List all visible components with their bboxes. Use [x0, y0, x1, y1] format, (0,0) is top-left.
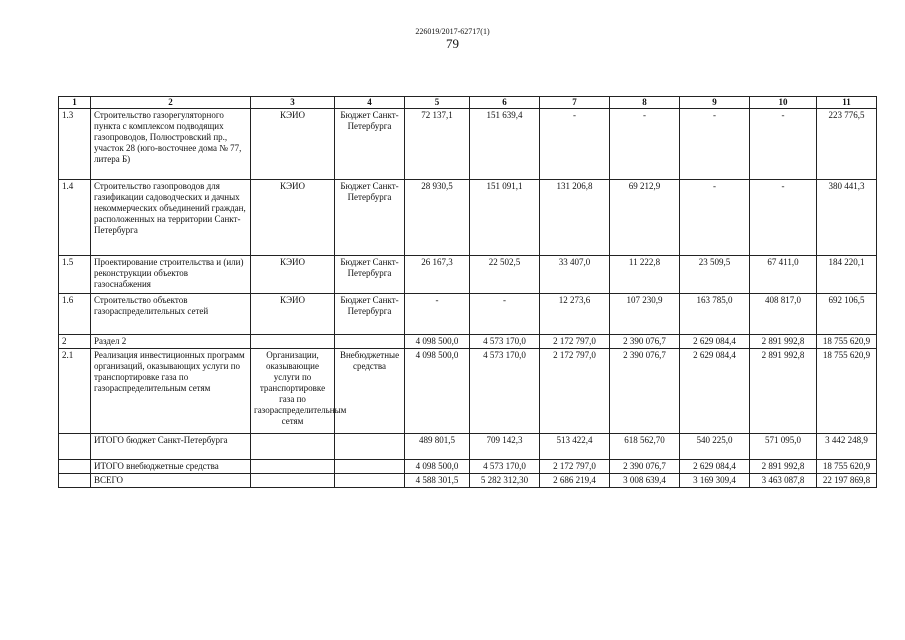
financing-table — [58, 96, 877, 488]
row-value-6: 5 282 312,30 — [470, 474, 540, 488]
row-value-11: 223 776,5 — [817, 109, 877, 180]
row-executor — [251, 460, 335, 474]
row-value-9: 2 629 084,4 — [680, 349, 750, 434]
row-value-11: 22 197 869,8 — [817, 474, 877, 488]
row-value-7: 2 172 797,0 — [540, 460, 610, 474]
row-number: 1.5 — [59, 256, 91, 294]
row-value-5: 489 801,5 — [405, 434, 470, 460]
table-row — [59, 294, 877, 335]
row-value-9: 2 629 084,4 — [680, 335, 750, 349]
row-value-8: 3 008 639,4 — [610, 474, 680, 488]
row-value-9: 540 225,0 — [680, 434, 750, 460]
column-header: 11 — [817, 97, 877, 109]
row-value-8: 2 390 076,7 — [610, 335, 680, 349]
row-value-5: 4 098 500,0 — [405, 349, 470, 434]
row-value-9: 163 785,0 — [680, 294, 750, 335]
row-title: ВСЕГО — [91, 474, 251, 488]
row-value-6: 4 573 170,0 — [470, 460, 540, 474]
row-value-7: 12 273,6 — [540, 294, 610, 335]
row-value-10: - — [750, 180, 817, 256]
row-value-7: - — [540, 109, 610, 180]
page-number: 79 — [446, 36, 459, 51]
row-value-11: 380 441,3 — [817, 180, 877, 256]
row-value-8: 618 562,70 — [610, 434, 680, 460]
row-executor: КЭИО — [251, 256, 335, 294]
table-row — [59, 460, 877, 474]
row-value-10: 2 891 992,8 — [750, 335, 817, 349]
row-source: Бюджет Санкт-Петербурга — [335, 256, 405, 294]
row-value-9: - — [680, 180, 750, 256]
row-title: Проектирование строительства и (или) реконструкции объектов газоснабжения — [91, 256, 251, 294]
row-title: ИТОГО внебюджетные средства — [91, 460, 251, 474]
row-value-6: 151 639,4 — [470, 109, 540, 180]
row-value-5: 26 167,3 — [405, 256, 470, 294]
row-value-10: 2 891 992,8 — [750, 349, 817, 434]
row-source: Бюджет Санкт-Петербурга — [335, 109, 405, 180]
document-number: 226019/2017-62717(1) — [415, 27, 490, 36]
column-header: 4 — [335, 97, 405, 109]
row-executor: Организации, оказывающие услуги по транспортировке газа по газораспределительным сетям — [251, 349, 335, 434]
row-value-6: 4 573 170,0 — [470, 349, 540, 434]
table-row — [59, 335, 877, 349]
row-value-7: 2 172 797,0 — [540, 335, 610, 349]
column-header: 8 — [610, 97, 680, 109]
row-number — [59, 474, 91, 488]
row-value-10: 67 411,0 — [750, 256, 817, 294]
column-header: 1 — [59, 97, 91, 109]
row-number: 1.4 — [59, 180, 91, 256]
row-value-9: 23 509,5 — [680, 256, 750, 294]
column-header: 6 — [470, 97, 540, 109]
table-header-row — [59, 97, 877, 109]
row-value-10: 408 817,0 — [750, 294, 817, 335]
row-value-11: 18 755 620,9 — [817, 349, 877, 434]
row-value-8: 11 222,8 — [610, 256, 680, 294]
table-row — [59, 256, 877, 294]
row-number — [59, 460, 91, 474]
row-value-5: 4 588 301,5 — [405, 474, 470, 488]
column-header: 7 — [540, 97, 610, 109]
row-value-7: 33 407,0 — [540, 256, 610, 294]
row-value-8: 2 390 076,7 — [610, 349, 680, 434]
row-value-11: 18 755 620,9 — [817, 460, 877, 474]
row-value-7: 131 206,8 — [540, 180, 610, 256]
table-row — [59, 349, 877, 434]
row-value-10: - — [750, 109, 817, 180]
row-executor: КЭИО — [251, 109, 335, 180]
row-value-8: 69 212,9 — [610, 180, 680, 256]
table-row — [59, 180, 877, 256]
row-value-5: 72 137,1 — [405, 109, 470, 180]
row-value-7: 2 686 219,4 — [540, 474, 610, 488]
row-value-9: - — [680, 109, 750, 180]
column-header: 3 — [251, 97, 335, 109]
row-executor — [251, 335, 335, 349]
row-value-6: 4 573 170,0 — [470, 335, 540, 349]
row-executor: КЭИО — [251, 180, 335, 256]
row-value-11: 3 442 248,9 — [817, 434, 877, 460]
column-header: 5 — [405, 97, 470, 109]
row-title: ИТОГО бюджет Санкт-Петербурга — [91, 434, 251, 460]
row-value-5: 4 098 500,0 — [405, 460, 470, 474]
row-value-9: 2 629 084,4 — [680, 460, 750, 474]
row-value-11: 18 755 620,9 — [817, 335, 877, 349]
row-title: Строительство объектов газораспределительных сетей — [91, 294, 251, 335]
column-header: 9 — [680, 97, 750, 109]
row-value-6: - — [470, 294, 540, 335]
row-source: Бюджет Санкт-Петербурга — [335, 180, 405, 256]
row-title: Строительство газопроводов для газификации садоводческих и дачных некоммерческих объединений граждан, расположенных на территории Санкт-Петербурга — [91, 180, 251, 256]
row-value-8: - — [610, 109, 680, 180]
row-number: 2.1 — [59, 349, 91, 434]
row-executor — [251, 434, 335, 460]
row-source: Внебюджетные средства — [335, 349, 405, 434]
row-value-7: 513 422,4 — [540, 434, 610, 460]
row-value-10: 571 095,0 — [750, 434, 817, 460]
row-value-11: 184 220,1 — [817, 256, 877, 294]
row-source — [335, 335, 405, 349]
row-value-5: 4 098 500,0 — [405, 335, 470, 349]
row-source — [335, 474, 405, 488]
row-number: 1.6 — [59, 294, 91, 335]
row-number: 1.3 — [59, 109, 91, 180]
row-number — [59, 434, 91, 460]
row-value-6: 22 502,5 — [470, 256, 540, 294]
row-executor — [251, 474, 335, 488]
column-header: 2 — [91, 97, 251, 109]
row-value-9: 3 169 309,4 — [680, 474, 750, 488]
row-value-6: 151 091,1 — [470, 180, 540, 256]
row-title: Раздел 2 — [91, 335, 251, 349]
row-source: Бюджет Санкт-Петербурга — [335, 294, 405, 335]
row-value-8: 2 390 076,7 — [610, 460, 680, 474]
row-value-11: 692 106,5 — [817, 294, 877, 335]
row-value-8: 107 230,9 — [610, 294, 680, 335]
column-header: 10 — [750, 97, 817, 109]
row-source — [335, 460, 405, 474]
row-title: Реализация инвестиционных программ организаций, оказывающих услуги по транспортировке газа по газораспределительным сетям — [91, 349, 251, 434]
row-value-6: 709 142,3 — [470, 434, 540, 460]
table-row — [59, 109, 877, 180]
row-executor: КЭИО — [251, 294, 335, 335]
row-value-5: - — [405, 294, 470, 335]
row-value-10: 3 463 087,8 — [750, 474, 817, 488]
table-row — [59, 474, 877, 488]
row-source — [335, 434, 405, 460]
row-value-5: 28 930,5 — [405, 180, 470, 256]
table-row — [59, 434, 877, 460]
row-title: Строительство газорегуляторного пункта с комплексом подводящих газопроводов, Полюстровский пр., участок 28 (юго-восточнее дома № 77, литера Б) — [91, 109, 251, 180]
row-number: 2 — [59, 335, 91, 349]
row-value-10: 2 891 992,8 — [750, 460, 817, 474]
row-value-7: 2 172 797,0 — [540, 349, 610, 434]
